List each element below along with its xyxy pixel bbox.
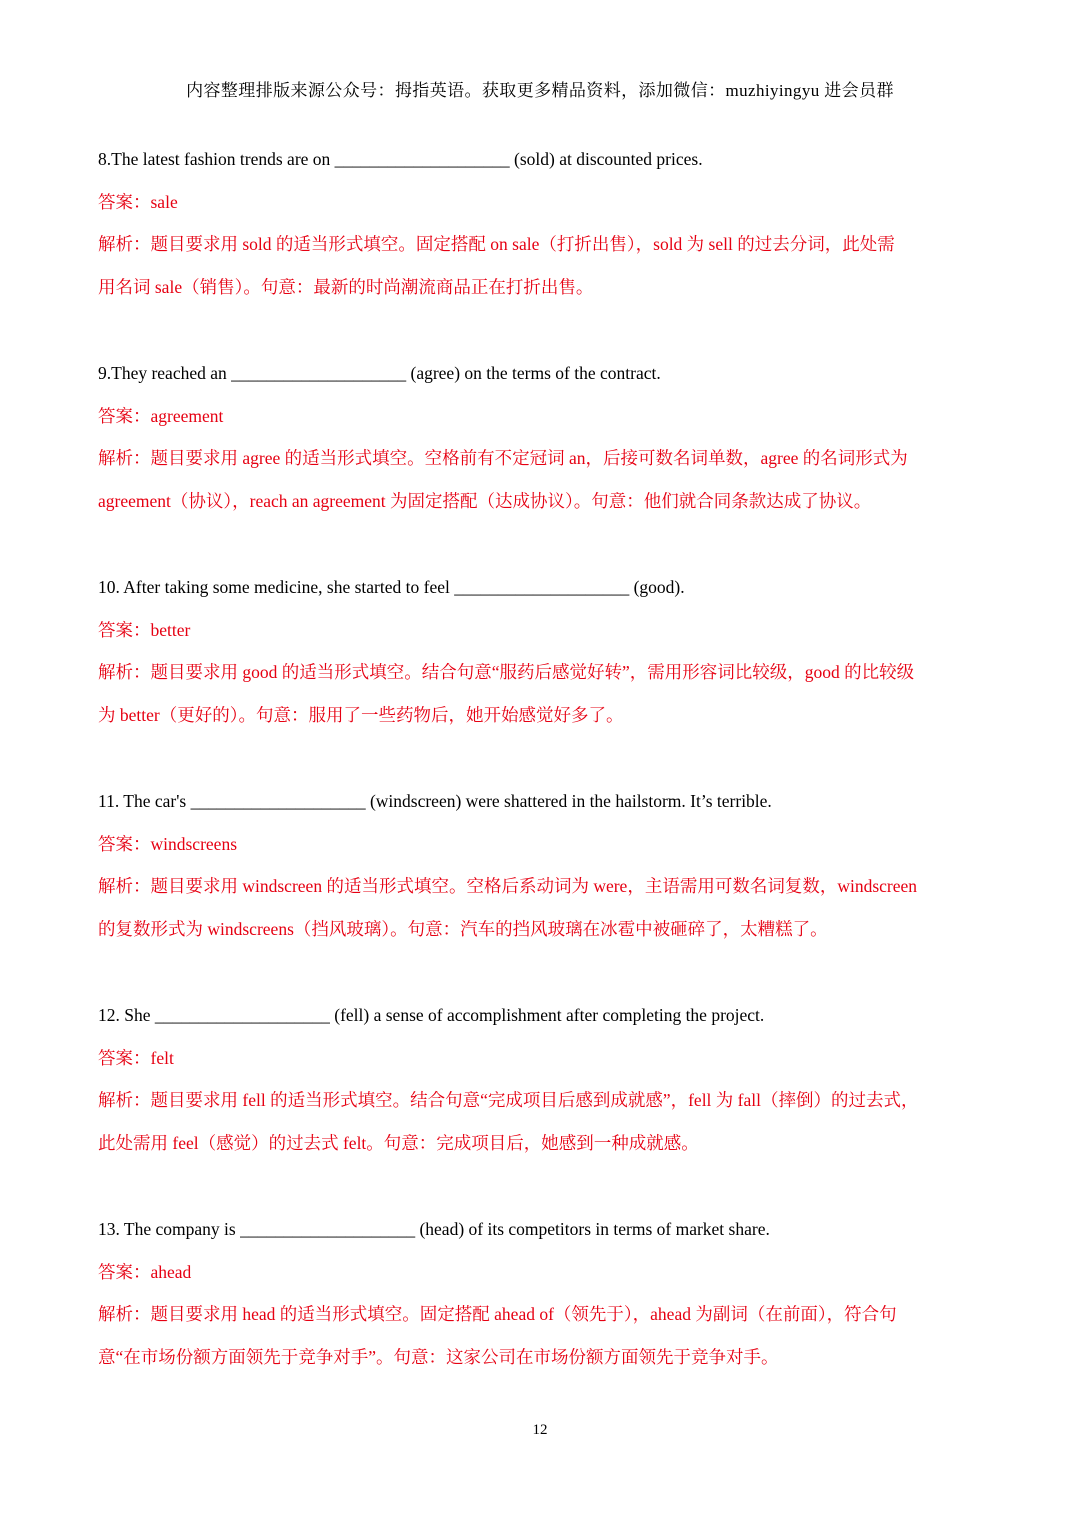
page-number: 12 <box>532 1422 548 1438</box>
answer-text: 答案：better <box>98 619 191 640</box>
question-text: 9.They reached an ____________________ (agree) on the terms of the contract. <box>98 363 661 383</box>
analysis-line: 解析：题目要求用 sold 的适当形式填空。固定搭配 on sale（打折出售），sold 为 sell 的过去分词，此处需 <box>98 234 895 254</box>
page-header: 内容整理排版来源公众号：拇指英语。获取更多精品资料，添加微信：muzhiyingyu 进会员群 <box>186 81 894 100</box>
analysis-line: agreement（协议），reach an agreement 为固定搭配（达成协议）。句意：他们就合同条款达成了协议。 <box>98 490 872 511</box>
analysis-line: 的复数形式为 windscreens（挡风玻璃）。句意：汽车的挡风玻璃在冰雹中被砸碎了，太糟糕了。 <box>98 918 828 939</box>
question-text: 11. The car's ____________________ (windscreen) were shattered in the hailstorm. It’s terrible. <box>98 791 772 811</box>
analysis-line: 用名词 sale（销售）。句意：最新的时尚潮流商品正在打折出售。 <box>98 276 594 297</box>
answer-text: 答案：agreement <box>98 405 224 426</box>
exercise-item-12 <box>98 994 984 1164</box>
answer-text: 答案：felt <box>98 1047 174 1068</box>
analysis-line: 解析：题目要求用 windscreen 的适当形式填空。空格后系动词为 were，主语需用可数名词复数，windscreen <box>98 876 918 896</box>
exercise-item-11 <box>98 780 984 950</box>
answer-text: 答案：sale <box>98 191 178 212</box>
question-text: 12. She ____________________ (fell) a sense of accomplishment after completing the project. <box>98 1005 765 1025</box>
analysis-line: 为 better（更好的）。句意：服用了一些药物后，她开始感觉好多了。 <box>98 704 624 725</box>
analysis-line: 意“在市场份额方面领先于竞争对手”。句意：这家公司在市场份额方面领先于竞争对手。 <box>98 1346 779 1367</box>
analysis-line: 解析：题目要求用 good 的适当形式填空。结合句意“服药后感觉好转”，需用形容词比较级，good 的比较级 <box>98 662 915 682</box>
question-text: 13. The company is ____________________ (head) of its competitors in terms of market share. <box>98 1219 770 1239</box>
answer-text: 答案：ahead <box>98 1261 192 1282</box>
answer-text: 答案：windscreens <box>98 833 238 854</box>
exercise-item-8 <box>98 138 984 308</box>
analysis-line: 解析：题目要求用 agree 的适当形式填空。空格前有不定冠词 an，后接可数名词单数，agree 的名词形式为 <box>98 448 908 468</box>
exercise-item-13 <box>98 1208 984 1378</box>
analysis-line: 此处需用 feel（感觉）的过去式 felt。句意：完成项目后，她感到一种成就感。 <box>98 1132 699 1153</box>
exercise-item-9 <box>98 352 984 522</box>
exercise-list <box>98 138 984 1422</box>
question-text: 8.The latest fashion trends are on ____________________ (sold) at discounted prices. <box>98 149 703 169</box>
exercise-item-10 <box>98 566 984 736</box>
question-text: 10. After taking some medicine, she started to feel ____________________ (good). <box>98 577 685 597</box>
analysis-line: 解析：题目要求用 fell 的适当形式填空。结合句意“完成项目后感到成就感”，fell 为 fall（摔倒）的过去式， <box>98 1090 919 1110</box>
analysis-line: 解析：题目要求用 head 的适当形式填空。固定搭配 ahead of（领先于），ahead 为副词（在前面），符合句 <box>98 1304 897 1324</box>
